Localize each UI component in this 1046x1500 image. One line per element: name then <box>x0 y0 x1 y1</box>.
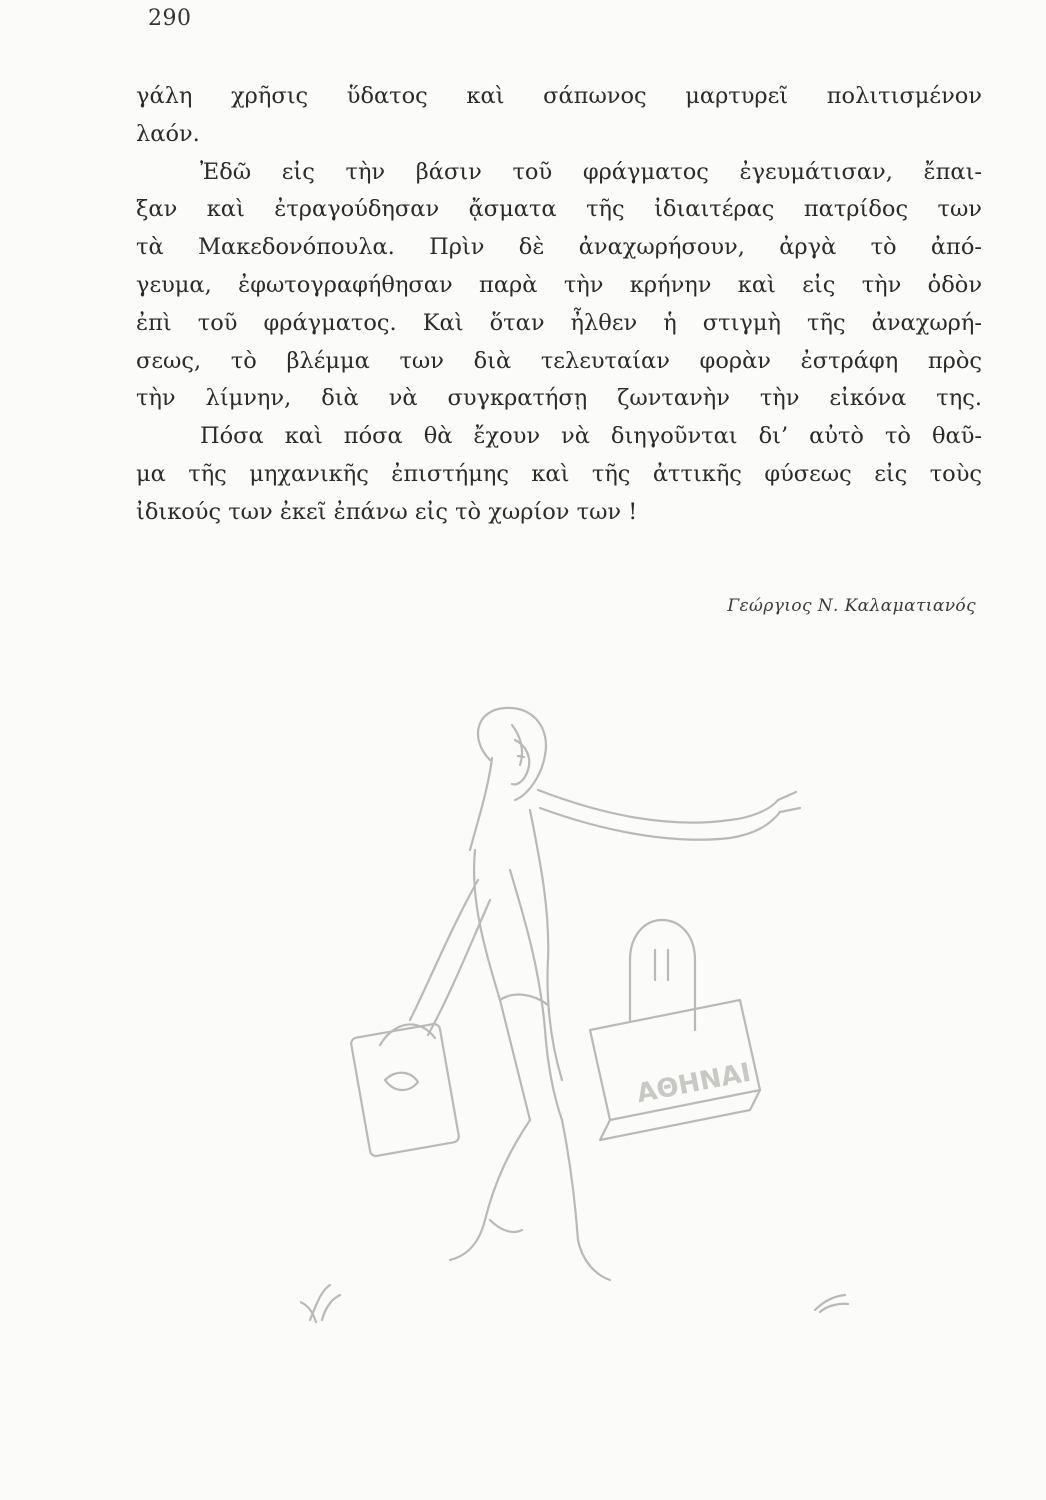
text-line: Πόσα καὶ πόσα θὰ ἔχουν νὰ διηγοῦνται δι’ αὐτὸ τὸ θαῦ- <box>200 423 982 450</box>
text-line: μα τῆς μηχανικῆς ἐπιστήμης καὶ τῆς ἀττικῆς φύσεως εἰς τοὺς <box>136 460 982 487</box>
body-text <box>136 78 982 532</box>
text-line: Ἐδῶ εἰς τὴν βάσιν τοῦ φράγματος ἐγευμάτισαν, ἔπαι- <box>200 158 982 185</box>
text-line: σεως, τὸ βλέμμα των διὰ τελευταίαν φορὰν ἐστράφη πρὸς <box>136 347 982 374</box>
milestone-lettering: ΑΘΗΝΑΙ <box>634 1057 754 1110</box>
page-number: 290 <box>148 6 192 31</box>
paragraph <box>136 418 982 531</box>
text-line: τὰ Μακεδονόπουλα. Πρὶν δὲ ἀναχωρήσουν, ἀργὰ τὸ ἀπό- <box>136 234 982 261</box>
text-line: λαόν. <box>136 120 200 147</box>
paragraph <box>136 78 982 154</box>
text-line: γάλη χρῆσις ὕδατος καὶ σάπωνος μαρτυρεῖ πολιτισμένον <box>136 83 982 109</box>
paragraph <box>136 154 982 419</box>
text-line: γευμα, ἐφωτογραφήθησαν παρὰ τὴν κρήνην καὶ εἰς τὴν ὁδὸν <box>136 271 982 298</box>
text-line: ξαν καὶ ἐτραγούδησαν ᾄσματα τῆς ἰδιαιτέρας πατρίδος των <box>136 196 982 223</box>
text-line: ἰδικούς των ἐκεῖ ἐπάνω εἰς τὸ χωρίον των ! <box>136 498 638 525</box>
author-signature: Γεώργιος Ν. Καλαματιανός <box>727 596 976 616</box>
text-line: τὴν λίμνην, διὰ νὰ συγκρατήσῃ ζωντανὴν τὴν εἰκόνα της. <box>136 385 982 412</box>
text-line: ἐπὶ τοῦ φράγματος. Καὶ ὅταν ἦλθεν ἡ στιγμὴ τῆς ἀναχωρή- <box>136 309 982 336</box>
woman-carrying-oil-can-sketch-icon <box>300 700 880 1340</box>
